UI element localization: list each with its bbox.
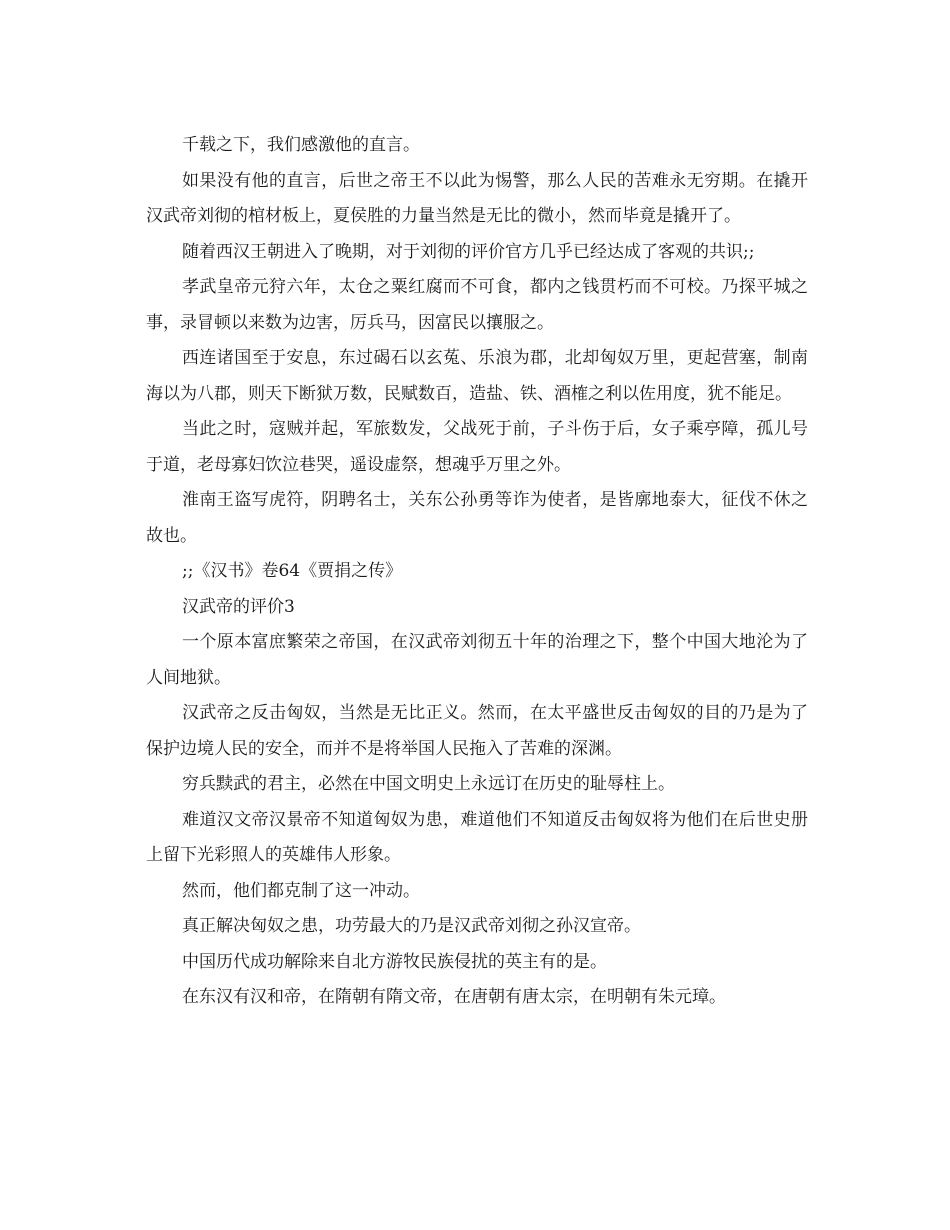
paragraph: 当此之时，寇贼并起，军旅数发，父战死于前，子斗伤于后，女子乘亭障，孤儿号于道，老母寡妇饮泣巷哭，遥设虚祭，想魂乎万里之外。 [146,419,808,475]
paragraph: 一个原本富庶繁荣之帝国，在汉武帝刘彻五十年的治理之下，整个中国大地沦为了人间地狱。 [146,632,808,688]
paragraph: 随着西汉王朝进入了晚期，对于刘彻的评价官方几乎已经达成了客观的共识;; [182,241,755,262]
paragraph: 孝武皇帝元狩六年，太仓之粟红腐而不可食，都内之钱贯朽而不可校。乃探平城之事，录冒顿以来数为边害，厉兵马，因富民以攘服之。 [146,277,808,333]
paragraph: 千载之下，我们感激他的直言。 [182,135,420,155]
paragraph: 西连诸国至于安息，东过碣石以玄菟、乐浪为郡，北却匈奴万里，更起营塞，制南海以为八郡，则天下断狱万数，民赋数百，造盐、铁、酒榷之利以佐用度，犹不能足。 [146,348,808,404]
paragraph: 真正解决匈奴之患，功劳最大的乃是汉武帝刘彻之孙汉宣帝。 [182,916,641,936]
paragraph: 中国历代成功解除来自北方游牧民族侵扰的英主有的是。 [182,951,607,972]
paragraph: 在东汉有汉和帝，在隋朝有隋文帝，在唐朝有唐太宗，在明朝有朱元璋。 [182,987,726,1007]
citation: ;;《汉书》卷64《贾捐之传》 [182,561,403,581]
paragraph: 如果没有他的直言，后世之帝王不以此为惕警，那么人民的苦难永无穷期。在撬开汉武帝刘彻的棺材板上，夏侯胜的力量当然是无比的微小，然而毕竟是撬开了。 [146,170,808,226]
paragraph: 穷兵黩武的君主，必然在中国文明史上永远订在历史的耻辱柱上。 [182,774,675,794]
section-heading: 汉武帝的评价3 [182,596,295,617]
paragraph: 难道汉文帝汉景帝不知道匈奴为患，难道他们不知道反击匈奴将为他们在后世史册上留下光彩照人的英雄伟人形象。 [146,809,808,865]
paragraph: 汉武帝之反击匈奴，当然是无比正义。然而，在太平盛世反击匈奴的目的乃是为了保护边境人民的安全，而并不是将举国人民拖入了苦难的深渊。 [146,703,808,759]
paragraph: 然而，他们都克制了这一冲动。 [182,880,420,901]
document-body [146,128,808,1016]
paragraph: 淮南王盗写虎符，阴聘名士，关东公孙勇等诈为使者，是皆廓地泰大，征伐不休之故也。 [146,490,808,546]
